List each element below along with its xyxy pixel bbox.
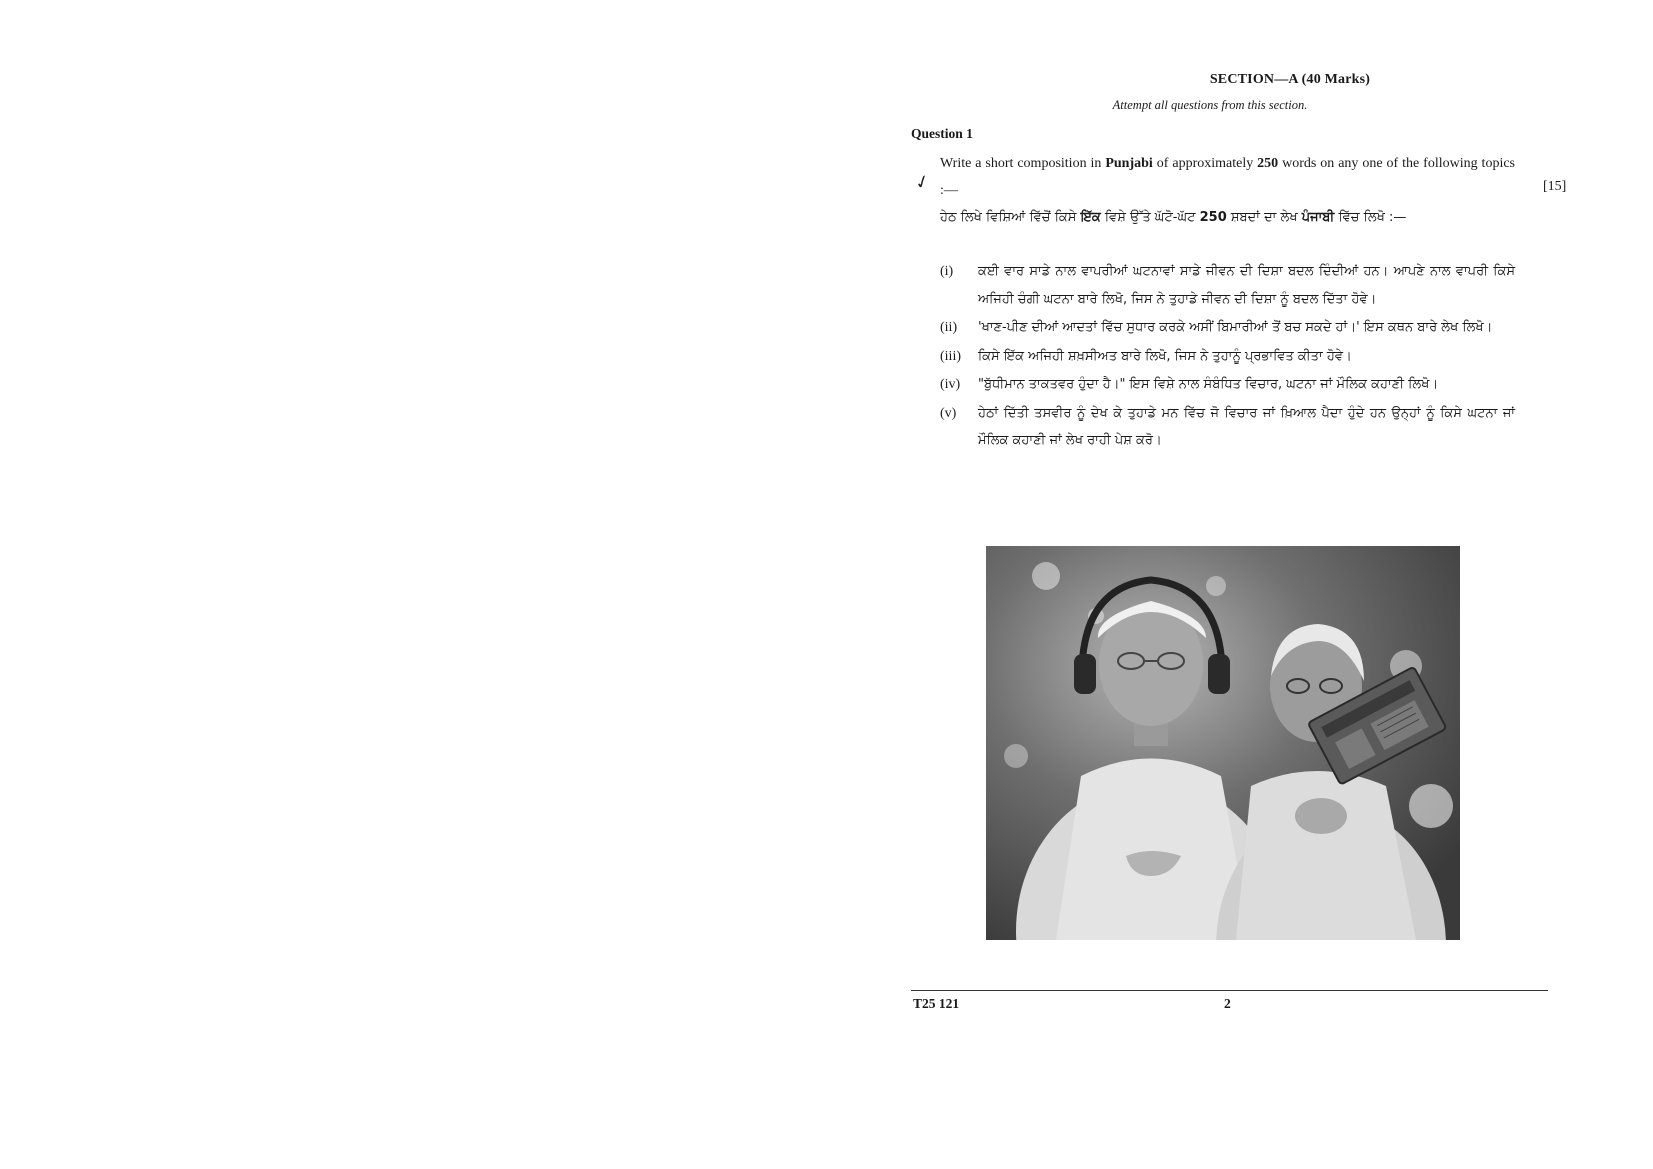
topic-number: (iv) — [940, 377, 961, 392]
footer-divider — [911, 990, 1548, 991]
handwritten-tick-icon: ✓ — [911, 170, 933, 195]
topic-item — [940, 400, 1515, 455]
topic-number: (iii) — [940, 348, 961, 364]
section-subtitle: Attempt all questions from this section. — [1112, 98, 1308, 112]
topic-item — [940, 314, 1515, 342]
pa-text: ਹੇਠ ਲਿਖੇ ਵਿਸ਼ਿਆਂ ਵਿੱਚੋਂ ਕਿਸੇ — [940, 210, 1081, 225]
elderly-couple-photo-icon — [986, 546, 1460, 940]
topic-text: ਹੇਠਾਂ ਦਿੱਤੀ ਤਸਵੀਰ ਨੂੰ ਦੇਖ ਕੇ ਤੁਹਾਡੇ ਮਨ ਵਿੱਚ ਜੋ ਵਿਚਾਰ ਜਾਂ ਖ਼ਿਆਲ ਪੈਦਾ ਹੁੰਦੇ ਹਨ ਉਨ੍ਹਾਂ ਨੂੰ ਕਿਸੇ ਘਟਨਾ ਜਾਂ ਮੌਲਿਕ ਕਹਾਣੀ ਜਾਂ ਲੇਖ ਰਾਹੀ ਪੇਸ਼ ਕਰੋ। — [978, 405, 1515, 448]
topic-number: (i) — [940, 264, 954, 279]
section-title: SECTION—A (40 Marks) — [1209, 72, 1371, 87]
prompt-text: of approximately — [1152, 156, 1258, 171]
prompt-text: Write a short composition in — [940, 156, 1106, 171]
paper-code: T25 121 — [913, 996, 960, 1011]
pa-text: ਵਿਸ਼ੇ ਉੱਤੇ ਘੱਟੋ-ਘੱਟ — [1100, 210, 1200, 225]
topic-text: ਕਿਸੇ ਇੱਕ ਅਜਿਹੀ ਸ਼ਖ਼ਸੀਅਤ ਬਾਰੇ ਲਿਖੋ, ਜਿਸ ਨੇ ਤੁਹਾਨੂੰ ਪ੍ਰਭਾਵਿਤ ਕੀਤਾ ਹੋਵੇ। — [978, 348, 1352, 364]
topic-text: "ਬੁੱਧੀਮਾਨ ਤਾਕਤਵਰ ਹੁੰਦਾ ਹੈ।" ਇਸ ਵਿਸ਼ੇ ਨਾਲ ਸੰਬੰਧਿਤ ਵਿਚਾਰ, ਘਟਨਾ ਜਾਂ ਮੌਲਿਕ ਕਹਾਣੀ ਲਿਖੋ। — [978, 377, 1439, 392]
topic-text: 'ਖਾਣ-ਪੀਣ ਦੀਆਂ ਆਦਤਾਂ ਵਿੱਚ ਸੁਧਾਰ ਕਰਕੇ ਅਸੀਂ ਬਿਮਾਰੀਆਂ ਤੋਂ ਬਚ ਸਕਦੇ ਹਾਂ।' ਇਸ ਕਥਨ ਬਾਰੇ ਲੇਖ ਲਿਖੋ। — [978, 320, 1493, 335]
question-label: Question 1 — [911, 126, 973, 141]
topic-item — [940, 258, 1515, 313]
topic-item — [940, 343, 1515, 371]
pa-text: ਸ਼ਬਦਾਂ ਦਾ ਲੇਖ — [1226, 210, 1302, 225]
prompt-bold-language: Punjabi — [1105, 156, 1153, 171]
topic-text: ਕਈ ਵਾਰ ਸਾਡੇ ਨਾਲ ਵਾਪਰੀਆਂ ਘਟਨਾਵਾਂ ਸਾਡੇ ਜੀਵਨ ਦੀ ਦਿਸ਼ਾ ਬਦਲ ਦਿੰਦੀਆਂ ਹਨ। ਆਪਣੇ ਨਾਲ ਵਾਪਰੀ ਕਿਸੇ ਅਜਿਹੀ ਚੰਗੀ ਘਟਨਾ ਬਾਰੇ ਲਿਖੋ, ਜਿਸ ਨੇ ਤੁਹਾਡੇ ਜੀਵਨ ਦੀ ਦਿਸ਼ਾ ਨੂੰ ਬਦਲ ਦਿੱਤਾ ਹੋਵੇ। — [978, 264, 1515, 307]
question-prompt-english — [940, 150, 1515, 204]
topic-list — [940, 258, 1515, 456]
pa-bold: 250 — [1199, 210, 1227, 225]
topic-number: (v) — [940, 405, 957, 421]
pa-bold: ਪੰਜਾਬੀ — [1301, 210, 1335, 225]
page-number: 2 — [1224, 996, 1231, 1011]
topic-item — [940, 371, 1515, 399]
marks-label: [15] — [1543, 179, 1567, 194]
pa-bold: ਇੱਕ — [1080, 210, 1101, 225]
prompt-bold-count: 250 — [1257, 156, 1279, 171]
pa-text: ਵਿੱਚ ਲਿਖੋ :— — [1334, 210, 1407, 225]
prompt-text: words on any one of the following topics :— — [940, 156, 1515, 198]
topic-number: (ii) — [940, 320, 958, 335]
question-prompt-punjabi — [940, 204, 1515, 231]
